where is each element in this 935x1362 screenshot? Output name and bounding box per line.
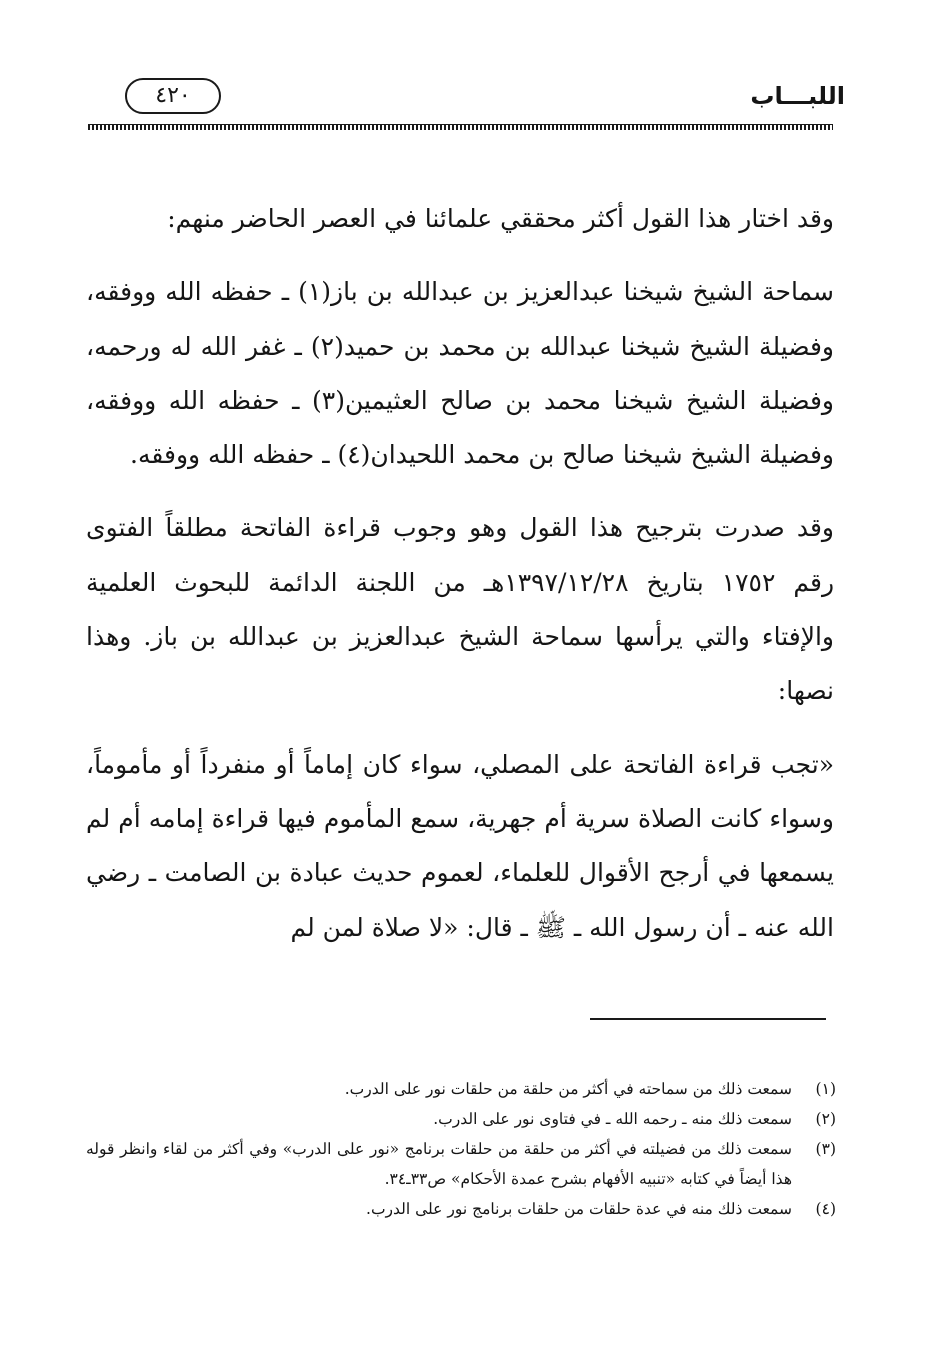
footnote-marker: (٢) <box>815 1110 836 1128</box>
footnote <box>86 1104 836 1134</box>
header-divider <box>88 124 833 130</box>
footnote-divider <box>590 1018 826 1020</box>
paragraph: وقد صدرت بترجيح هذا القول وهو وجوب قراءة الفاتحة مطلقاً الفتوى رقم ١٧٥٢ بتاريخ ١٣٩٧/١٢/٢٨هـ من اللجنة الدائمة للبحوث العلمية والإفتاء والتي يرأسها سماحة الشيخ عبدالعزيز بن عبدالله بن باز. وهذا نصها: <box>86 513 835 706</box>
footnote <box>86 1074 836 1104</box>
paragraph: «تجب قراءة الفاتحة على المصلي، سواء كان إماماً أو منفرداً أو مأموماً، وسواء كانت الصلاة سرية أم جهرية، سمع المأموم فيها قراءة إمامه أم لم يسمعها في أرجح الأقوال للعلماء، لعموم حديث عبادة بن الصامت ـ رضي الله عنه ـ أن رسول الله ـ ﷺ ـ قال: «لا صلاة لمن لم <box>86 749 834 942</box>
footnotes <box>86 1074 836 1224</box>
footnote <box>86 1134 836 1194</box>
paragraph: وقد اختار هذا القول أكثر محققي علمائنا في العصر الحاضر منهم: <box>167 204 834 233</box>
footnote-text: سمعت ذلك من سماحته في أكثر من حلقة من حلقات نور على الدرب. <box>344 1080 792 1098</box>
page-number: ٤٢٠ <box>125 78 221 114</box>
paragraph: سماحة الشيخ شيخنا عبدالعزيز بن عبدالله بن باز(١) ـ حفظه الله ووفقه، وفضيلة الشيخ شيخنا عبدالله بن محمد بن حميد(٢) ـ غفر الله له ورحمه، وفضيلة الشيخ شيخنا محمد بن صالح العثيمين(٣) ـ حفظه الله ووفقه، وفضيلة الشيخ شيخنا صالح بن محمد اللحيدان(٤) ـ حفظه الله ووفقه. <box>86 277 834 470</box>
main-text <box>86 192 834 955</box>
footnote-marker: (١) <box>815 1080 836 1098</box>
footnote-text: سمعت ذلك منه ـ رحمه الله ـ في فتاوى نور على الدرب. <box>433 1110 792 1128</box>
footnote-marker: (٤) <box>815 1200 836 1218</box>
footnote-marker: (٣) <box>815 1140 836 1158</box>
footnote-text: سمعت ذلك منه في عدة حلقات من حلقات برنامج نور على الدرب. <box>366 1200 792 1218</box>
footnote <box>86 1194 836 1224</box>
book-title: اللبـــاب <box>750 82 845 110</box>
footnote-text: سمعت ذلك من فضيلته في أكثر من حلقة من حلقات برنامج «نور على الدرب» وفي أكثر من لقاء وانظر قوله هذا أيضاً في كتابه «تنبيه الأفهام بشرح عمدة الأحكام» ص٣٣ـ٣٤. <box>86 1140 792 1188</box>
page-header <box>85 78 845 118</box>
